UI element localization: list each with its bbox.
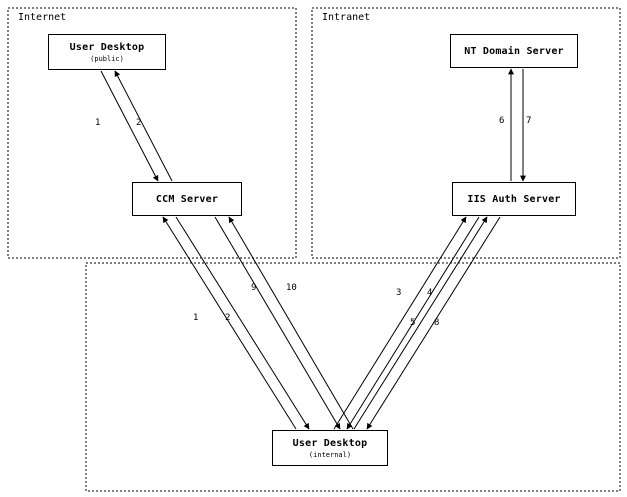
edge-label-5: 5 xyxy=(410,318,416,328)
edge-10 xyxy=(229,217,353,429)
edge-label-3: 3 xyxy=(396,288,402,298)
node-ccm-server[interactable] xyxy=(132,182,242,216)
node-title: User Desktop xyxy=(69,41,145,53)
edge-9 xyxy=(215,217,340,429)
edge-label-7: 7 xyxy=(526,116,532,126)
edge-label-1-public: 1 xyxy=(95,118,101,128)
node-nt-domain-server[interactable] xyxy=(450,34,578,68)
edge-label-9: 9 xyxy=(251,283,257,293)
edge-label-2-internal: 2 xyxy=(225,313,231,323)
edge-label-10: 10 xyxy=(286,283,297,293)
node-subtitle: (public) xyxy=(90,54,124,63)
edge-label-6: 6 xyxy=(499,116,505,126)
edge-2-public xyxy=(115,71,172,181)
edge-1-internal xyxy=(163,217,296,429)
node-title: IIS Auth Server xyxy=(467,193,561,205)
zone-label-internet: Internet xyxy=(18,12,67,23)
edge-3 xyxy=(334,217,466,429)
edge-label-2-public: 2 xyxy=(136,118,142,128)
edge-5 xyxy=(354,217,487,429)
node-user-desktop-internal[interactable] xyxy=(272,430,388,466)
node-title: User Desktop xyxy=(292,437,368,449)
node-subtitle: (internal) xyxy=(308,450,352,459)
node-iis-auth-server[interactable] xyxy=(452,182,576,216)
edge-label-8: 8 xyxy=(434,318,440,328)
edge-1-public xyxy=(101,71,158,181)
edge-label-4: 4 xyxy=(427,288,433,298)
node-title: NT Domain Server xyxy=(464,45,564,57)
zone-label-intranet: Intranet xyxy=(322,12,371,23)
node-user-desktop-public[interactable] xyxy=(48,34,166,70)
node-title: CCM Server xyxy=(155,193,219,205)
edge-2-internal xyxy=(176,217,309,429)
edge-label-1-internal: 1 xyxy=(193,313,199,323)
